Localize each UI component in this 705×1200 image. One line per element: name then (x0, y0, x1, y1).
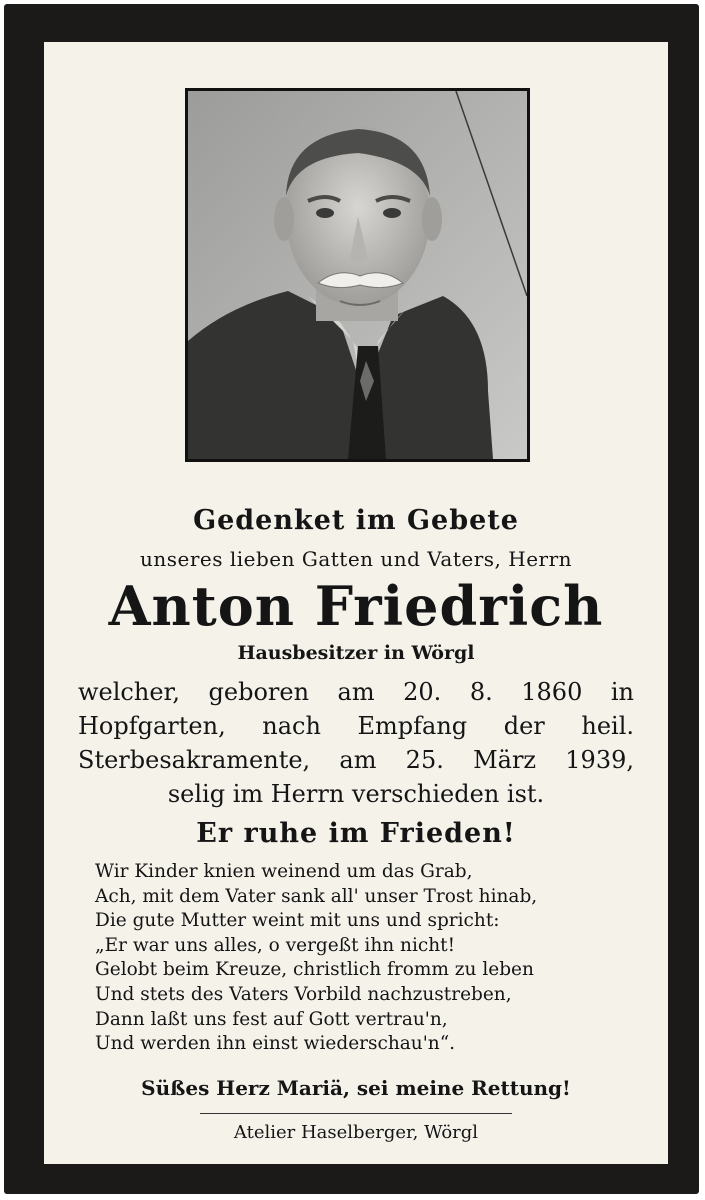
biography-line: Sterbesakramente, am 25. März 1939, (78, 746, 634, 774)
poem-line: Gelobt beim Kreuze, christlich fromm zu leben (95, 959, 534, 981)
biography (78, 675, 634, 811)
poem-line: Wir Kinder knien weinend um das Grab, (95, 861, 473, 882)
deceased-name: Anton Friedrich (108, 574, 604, 638)
portrait-frame (185, 88, 530, 462)
poem-line: Und werden ihn einst wiederschau'n“. (95, 1033, 456, 1055)
occupation: Hausbesitzer in Wörgl (237, 642, 475, 664)
heading: Gedenket im Gebete (193, 505, 519, 536)
closing-prayer: Süßes Herz Mariä, sei meine Rettung! (141, 1076, 571, 1100)
poem-line: Die gute Mutter weint mit uns und spricht: (95, 910, 500, 932)
poem-line: Ach, mit dem Vater sank all' unser Trost hinab, (95, 885, 538, 907)
poem (95, 860, 625, 1057)
biography-line: Hopfgarten, nach Empfang der heil. (78, 712, 634, 740)
biography-line: welcher, geboren am 20. 8. 1860 in (78, 678, 634, 706)
poem-line: Und stets des Vaters Vorbild nachzustreben, (95, 983, 512, 1005)
poem-line: „Er war uns alles, o vergeßt ihn nicht! (95, 934, 456, 956)
biography-line: selig im Herrn verschieden ist. (167, 780, 545, 808)
subheading: unseres lieben Gatten und Vaters, Herrn (139, 547, 573, 571)
studio-credit: Atelier Haselberger, Wörgl (233, 1122, 479, 1143)
divider (200, 1113, 512, 1114)
poem-line: Dann laßt uns fest auf Gott vertrau'n, (95, 1008, 448, 1030)
rest-in-peace: Er ruhe im Frieden! (196, 818, 516, 849)
portrait-photo (188, 91, 527, 459)
